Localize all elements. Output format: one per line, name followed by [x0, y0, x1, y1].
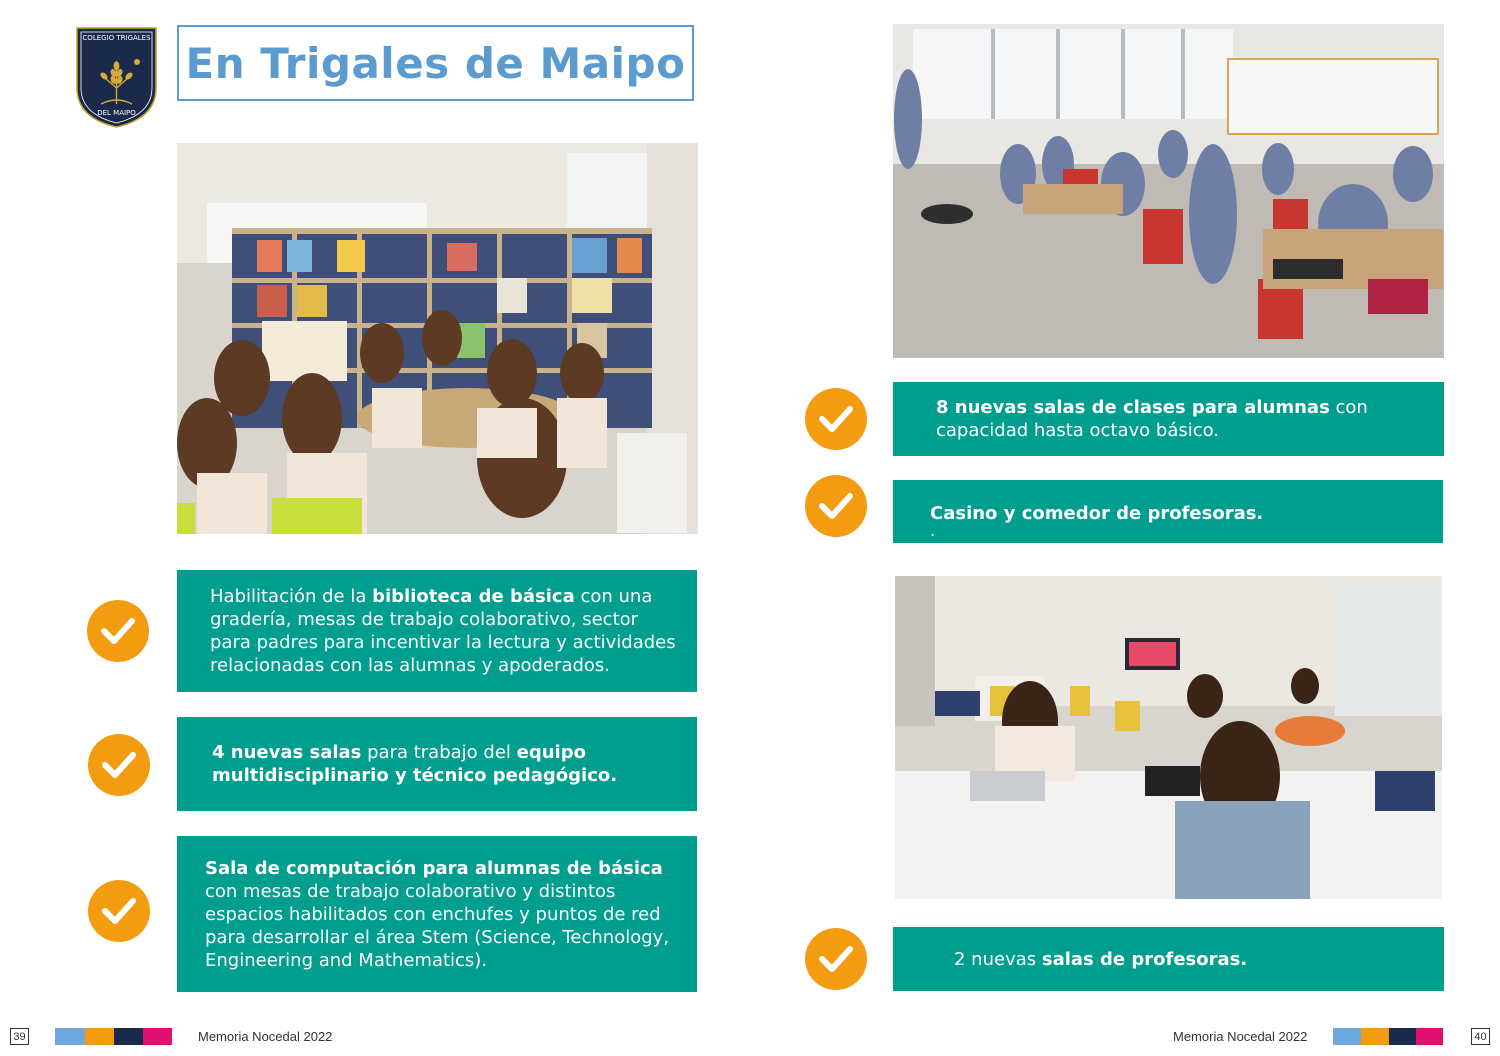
crest-top-text: COLEGIO TRIGALES: [82, 34, 151, 42]
check-icon: [101, 750, 137, 780]
classroom-photo: [893, 24, 1444, 358]
crest-bottom-text: DEL MAIPO: [97, 109, 136, 117]
rooms-info-box: [177, 717, 697, 811]
library-info-text: Habilitación de la biblioteca de básica con una gradería, mesas de trabajo colaborativo, sector para padres para incentivar la lectura y actividades relacionadas con las alumnas y apoderados.: [210, 586, 676, 676]
check-icon: [818, 404, 854, 434]
check-circle-3: [88, 880, 150, 942]
computer-room-info-box: [177, 836, 697, 992]
footer-text-left: Memoria Nocedal 2022: [198, 1029, 333, 1044]
teachers-rooms-info-text: 2 nuevas salas de profesoras.: [954, 948, 1248, 970]
casino-info-dot: .: [930, 521, 936, 540]
sun-icon: [134, 59, 140, 65]
check-icon: [100, 616, 136, 646]
classrooms-info-text: 8 nuevas salas de clases para alumnas con capacidad hasta octavo básico.: [936, 397, 1368, 441]
school-crest-logo: [75, 26, 158, 129]
casino-info-text: Casino y comedor de profesoras.: [930, 503, 1264, 524]
color-bar-right: [1333, 1028, 1443, 1045]
check-circle-5: [805, 475, 867, 537]
page-title: En Trigales de Maipo: [185, 38, 686, 88]
classrooms-info-box: [893, 382, 1444, 456]
check-circle-4: [805, 388, 867, 450]
check-circle-2: [88, 734, 150, 796]
teachers-room-photo: [895, 576, 1442, 899]
teachers-rooms-info-box: [893, 927, 1444, 991]
rooms-info-text: 4 nuevas salas para trabajo del equipo multidisciplinario y técnico pedagógico.: [212, 742, 618, 786]
check-icon: [818, 491, 854, 521]
color-bar-left: [55, 1028, 172, 1045]
library-photo: [177, 143, 698, 534]
footer-text-right: Memoria Nocedal 2022: [1173, 1029, 1308, 1044]
page-title-box: [177, 25, 694, 101]
computer-room-info-text: Sala de computación para alumnas de básica con mesas de trabajo colaborativo y distintos espacios habilitados con enchufes y puntos de red para desarrollar el área Stem (Science, Technology, Engineering and Mathematics).: [205, 857, 670, 971]
library-info-box: [177, 570, 697, 692]
check-circle-6: [805, 928, 867, 990]
page-number-right: 40: [1471, 1028, 1490, 1045]
casino-info-box: [893, 480, 1443, 543]
page-number-left: 39: [10, 1028, 29, 1045]
check-icon: [101, 896, 137, 926]
check-circle-1: [87, 600, 149, 662]
check-icon: [818, 944, 854, 974]
